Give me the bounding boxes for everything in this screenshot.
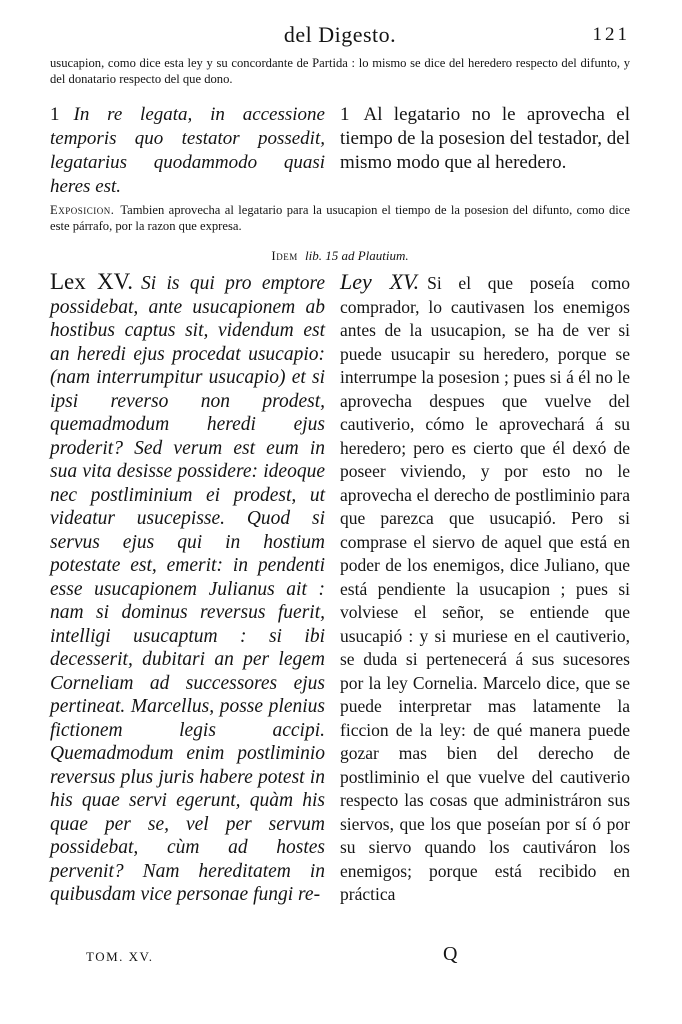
lex-latin-text: Si is qui pro emptore possidebat, ante usucapionem ab hostibus captus sit, videndum est an heredi ejus procedat usucapio: (nam interrumpitur usucapio) et si ipsi reverso non prodest, quemadmodum heredi ejus proderit? Sed verum est eum in sua vita desisse possidere: ideoque nec postliminium ei prodest, ut videatur usucepisse. Quod si servus ejus qui in hostium potestate est, emerit: in pendenti esse usucapionem Julianus ait : nam si dominus reversus fuerit, intelligi usucaptum : si ibi decesserit, dubitari an per legem Corneliam ad successores ejus pertineat. Marcellus, posse plenius fictionem legis accipi. Quemadmodum enim postliminio reversus plus juris habere potest in his quae servi egerunt, quàm his quae per se, vel per servum possidebat, cùm ad hostes pervenit? Nam hereditatem in quibusdam vice personae fungi re-	[50, 273, 325, 905]
running-title: del Digesto.	[283, 22, 397, 47]
attribution-author: Idem	[271, 248, 298, 263]
lex-spanish-column	[340, 270, 630, 907]
exposicion-label: Exposicion.	[50, 203, 115, 217]
lex-latin-column	[50, 270, 325, 907]
attribution-book: lib. 15	[304, 248, 339, 263]
lex-latin-heading: Lex XV.	[50, 269, 133, 294]
section-1-spanish	[340, 103, 630, 175]
section-1-spanish-number: 1	[340, 104, 350, 125]
running-head	[50, 22, 630, 50]
lex-spanish-heading: Ley XV.	[340, 269, 420, 294]
signature-mark: Q	[443, 943, 458, 965]
lex-spanish-text: Si el que poseía como comprador, lo cautivasen los enemigos antes de la usucapion, se ha de ver si puede usucapir su heredero, porque se interrumpe la posesion ; pues si á él no le aprovecha despues que vuelve del cautiverio, cómo le aprovechará á su heredero; pero es cierto que él dexó de poseer viviendo, y por esto no le aprovecha el derecho de postliminio para que parezca que usucapió. Pero si comprase el siervo de aquel que está en poder de los enemigos, dice Juliano, que está pendiente la usucapion ; pues si volviese el señor, se entiende que usucapió : y si muriese en el cautiverio, se duda si pertenecerá á sus sucesores por la ley Cornelia. Marcelo dice, que se puede interpretar mas latamente la ficcion de la ley: de qué manera puede gozar mas bien del derecho de postliminio el que vuelve del cautiverio respecto las cosas que administráron sus siervos, que los que poseían por sí ó por su siervo quando los cautiváron los enemigos; porque está recibido en práctica	[340, 273, 631, 904]
intro-text: usucapion, como dice esta ley y su concordante de Partida : lo mismo se dice del heredero respecto del difunto, y del donatario respecto del que dono.	[50, 56, 630, 86]
page-number: 121	[592, 24, 630, 45]
attribution-line	[50, 248, 630, 264]
section-1-spanish-text: Al legatario no le aprovecha el tiempo de la posesion del testador, del mismo modo que al heredero.	[340, 104, 630, 173]
section-1-latin-text: In re legata, in accessione temporis quo testator possedit, legatarius quodammodo quasi heres est.	[50, 104, 325, 197]
attribution-work: ad Plautium.	[341, 248, 409, 263]
intro-paragraph	[50, 55, 630, 87]
exposicion-text: Tambien aprovecha al legatario para la usucapion el tiempo de la posesion del difunto, como dice este párrafo, por la razon que expresa.	[50, 203, 630, 233]
section-1-latin-number: 1	[50, 104, 60, 125]
exposicion-paragraph	[50, 202, 630, 234]
section-1-latin	[50, 103, 325, 199]
volume-footer: TOM. XV.	[86, 949, 154, 964]
